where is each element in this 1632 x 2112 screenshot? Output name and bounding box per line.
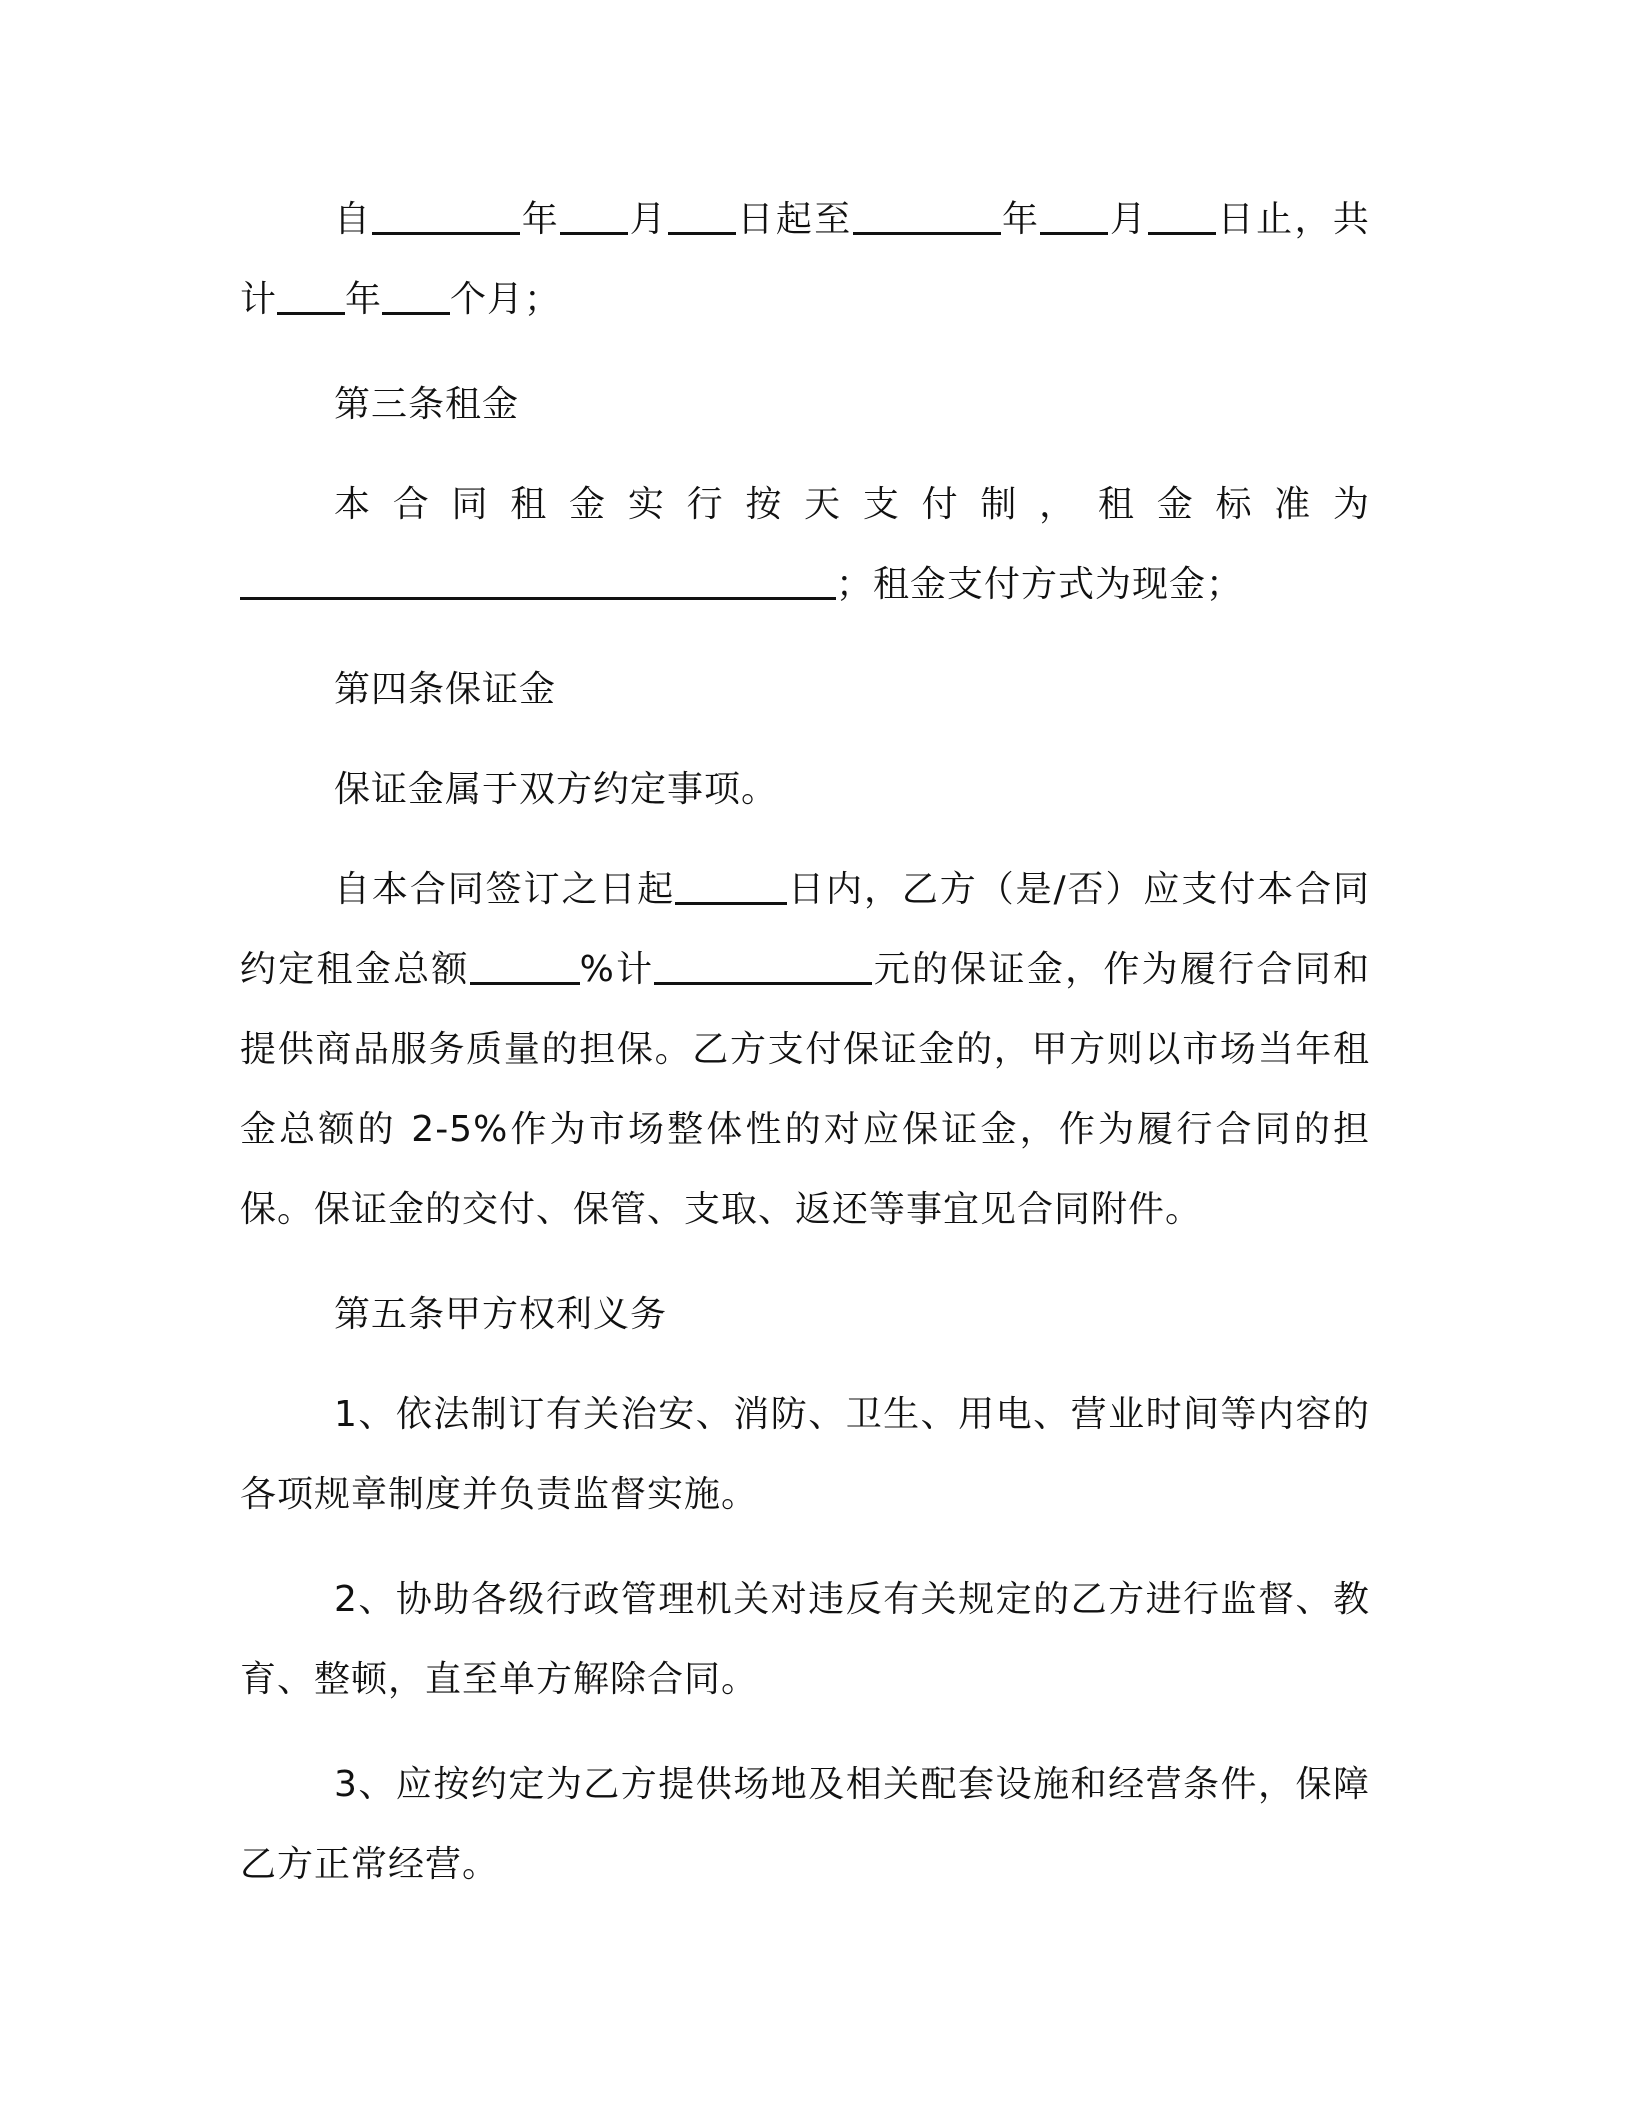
start-month-blank[interactable] (560, 198, 628, 235)
end-day-blank[interactable] (1148, 198, 1216, 235)
rent-text-a: 本合同租金实行按天支付制，租金标准为 (334, 484, 1370, 525)
term-text-year: 年 (520, 199, 561, 240)
deposit-text-b: 日内，乙方（是/否）应支付本合同约定租金总额 (240, 869, 1370, 990)
article-5-heading: 第五条甲方权利义务 (334, 1294, 668, 1335)
total-years-blank[interactable] (277, 278, 345, 315)
deposit-intro-paragraph: 保证金属于双方约定事项。 (334, 769, 779, 810)
rent-text-b: ；租金支付方式为现金； (836, 564, 1244, 605)
end-year-blank[interactable] (853, 198, 1001, 235)
article-5-item-2: 2、协助各级行政管理机关对违反有关规定的乙方进行监督、教育、整顿，直至单方解除合同。 (240, 1579, 1370, 1700)
term-text-until: 日起至 (736, 199, 853, 240)
article-3-rent-paragraph (240, 465, 1370, 625)
start-day-blank[interactable] (668, 198, 736, 235)
deposit-text-d: 元的保证金，作为履行合同和提供商品服务质量的担保。乙方支付保证金的，甲方则以市场当年租金总额的 2-5%作为市场整体性的对应保证金，作为履行合同的担保。保证金的交付、保管、支取、返还等事宜见合同附件。 (240, 949, 1370, 1230)
article-5-item-3: 3、应按约定为乙方提供场地及相关配套设施和经营条件，保障乙方正常经营。 (240, 1764, 1370, 1885)
term-text-year-2: 年 (1000, 199, 1041, 240)
deposit-terms-paragraph (240, 850, 1370, 1250)
term-text-months: 个月； (450, 279, 562, 320)
deposit-text-a: 自本合同签订之日起 (334, 869, 676, 910)
term-text-year-3: 年 (345, 279, 383, 320)
term-text-total: 日止，共计 (240, 199, 1370, 320)
article-5-item-1: 1、依法制订有关治安、消防、卫生、用电、营业时间等内容的各项规章制度并负责监督实施。 (240, 1394, 1370, 1515)
total-months-blank[interactable] (382, 278, 450, 315)
article-4-heading: 第四条保证金 (334, 669, 557, 710)
start-year-blank[interactable] (372, 198, 520, 235)
end-month-blank[interactable] (1040, 198, 1108, 235)
deposit-days-blank[interactable] (675, 868, 787, 905)
document-page (240, 180, 1370, 1930)
deposit-text-c: %计 (579, 949, 655, 990)
term-text-from: 自 (334, 199, 373, 240)
rent-standard-blank-cont[interactable] (612, 563, 836, 600)
term-text-month-2: 月 (1108, 199, 1149, 240)
lease-term-paragraph (240, 180, 1370, 340)
deposit-percent-blank[interactable] (470, 948, 580, 985)
deposit-amount-blank[interactable] (654, 948, 872, 985)
rent-standard-blank[interactable] (240, 563, 612, 600)
article-3-heading: 第三条租金 (334, 384, 520, 425)
term-text-month: 月 (628, 199, 669, 240)
